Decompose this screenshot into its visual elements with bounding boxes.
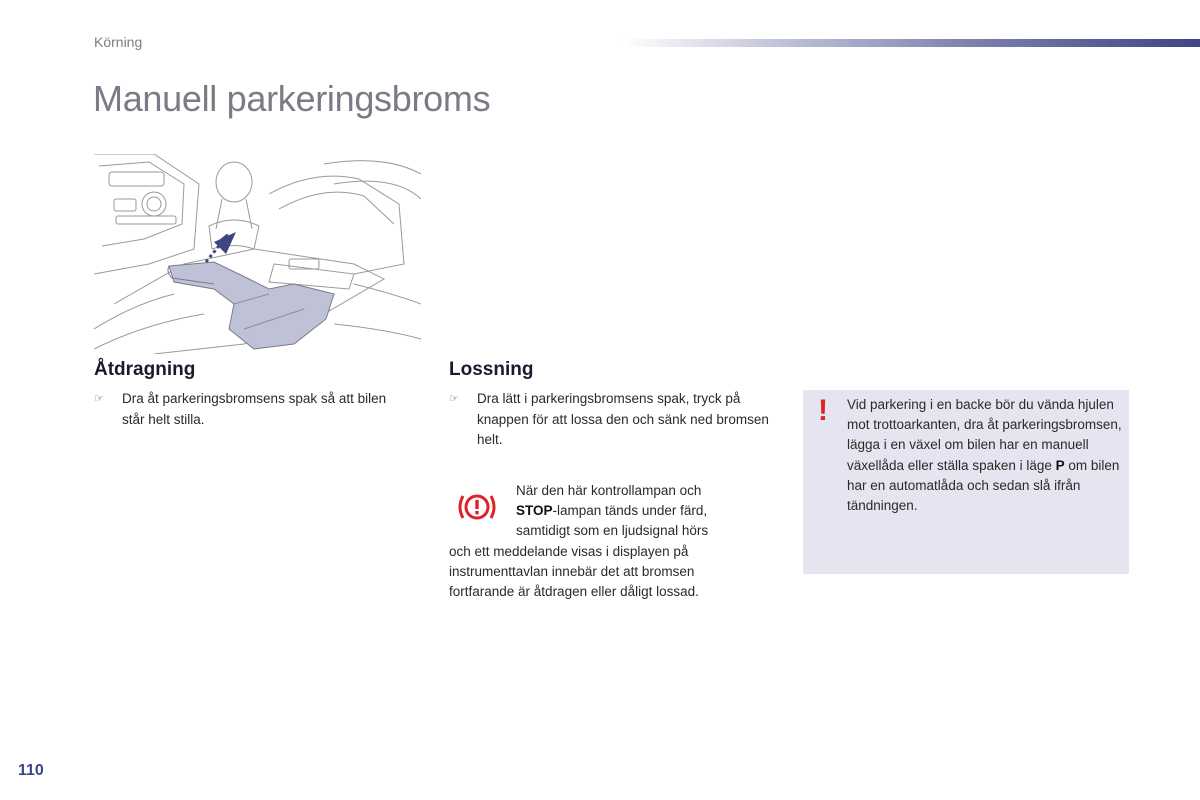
warning-line-5: instrumenttavlan innebär det att bromsen [449, 563, 695, 579]
brake-warning-icon [457, 491, 497, 523]
warning-line-3: samtidigt som en ljudsignal hörs [516, 523, 709, 539]
warning-line-4: och ett meddelande visas i displayen på [449, 543, 689, 559]
parking-note-box [803, 390, 1129, 574]
stop-label: STOP [516, 503, 553, 519]
note-text-after: om bilen har en automatlåda och sedan slå ifrån tändningen. [847, 457, 1120, 514]
applying-text: Dra åt parkeringsbromsens spak så att bilen står helt stilla. [122, 391, 387, 427]
applying-instruction [94, 389, 404, 430]
page-title: Manuell parkeringsbroms [93, 78, 491, 119]
parking-brake-illustration [94, 154, 421, 354]
parking-note-text [847, 395, 1123, 516]
header-gradient-bar [622, 39, 1200, 47]
note-text-before: Vid parkering i en backe bör du vända hjulen mot trottoarkanten, dra åt parkeringsbromsen, lägga i en växel om bilen har en manuell växellåda eller ställa spaken i läge [847, 397, 1122, 473]
brake-warning-block [449, 481, 749, 602]
releasing-instruction [449, 389, 779, 451]
releasing-text: Dra lätt i parkeringsbromsens spak, tryck på knappen för att lossa den och sänk ned bromsen helt. [477, 391, 769, 447]
gear-position-p: P [1055, 457, 1065, 473]
warning-line-6: fortfarande är åtdragen eller dåligt lossad. [449, 584, 699, 600]
warning-line-2-rest: -lampan tänds under färd, [552, 503, 708, 519]
exclamation-icon: ! [818, 394, 828, 427]
hand-pointer-icon: ☞ [449, 393, 459, 405]
applying-heading: Åtdragning [94, 359, 196, 380]
page-number: 110 [18, 762, 44, 779]
warning-line-1: När den här kontrollampan och [516, 483, 702, 498]
releasing-heading: Lossning [449, 359, 534, 380]
hand-pointer-icon: ☞ [94, 393, 104, 405]
section-label: Körning [94, 34, 143, 50]
